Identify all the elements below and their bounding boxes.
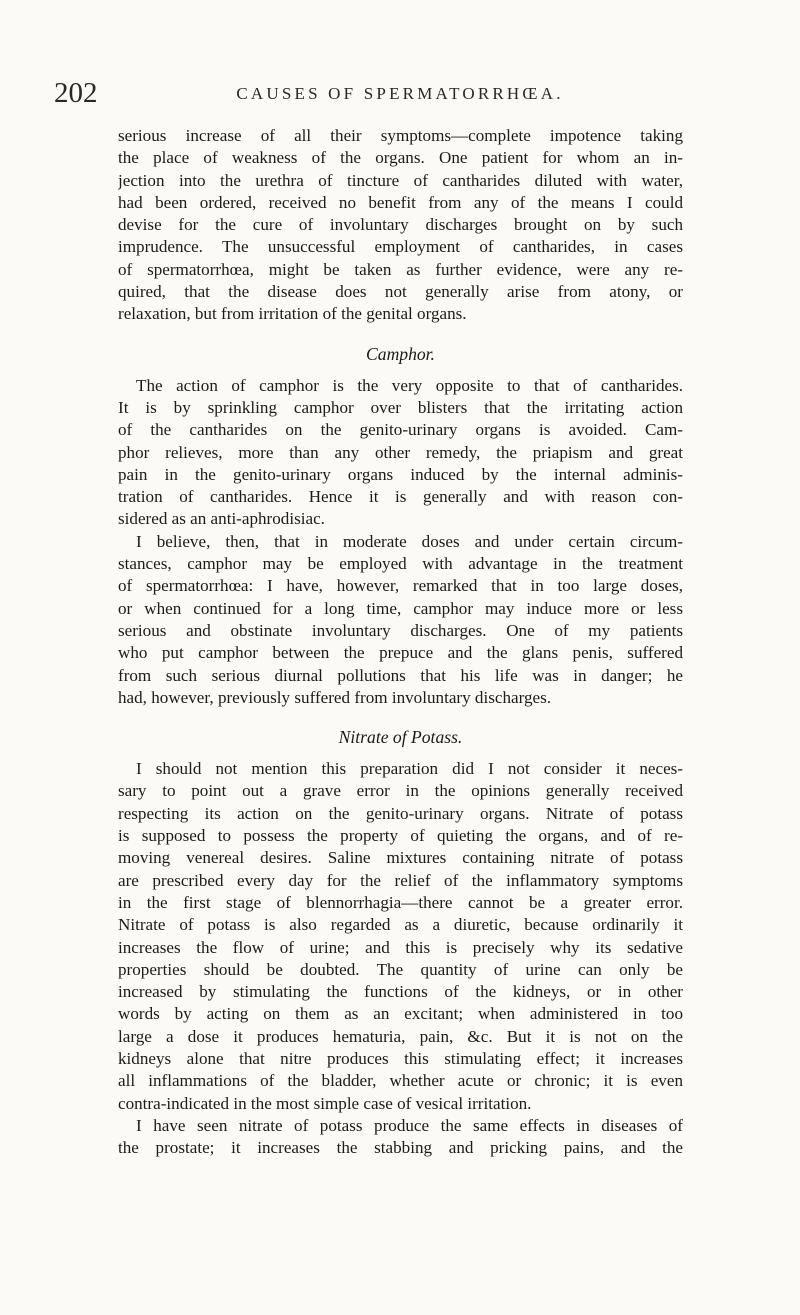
page-header [0, 76, 800, 110]
paragraph [118, 531, 683, 709]
text-line: had been ordered, received no benefit from any of the means I could [118, 192, 683, 212]
text-line: are prescribed every day for the relief of the inflammatory symptoms [118, 870, 683, 890]
text-line: quired, that the disease does not generally arise from atony, or [118, 282, 683, 302]
paragraph [118, 758, 683, 1115]
body-text [118, 125, 683, 1159]
text-line: devise for the cure of involuntary discharges brought on by such [118, 215, 683, 235]
text-line: serious and obstinate involuntary discharges. One of my patients [118, 620, 683, 640]
text-line: had, however, previously suffered from involuntary discharges. [118, 687, 552, 707]
section-gap [118, 709, 683, 724]
section-gap [118, 326, 683, 341]
text-line: phor relieves, more than any other remedy, the priapism and great [118, 442, 683, 462]
text-line: sary to point out a grave error in the opinions generally received [118, 781, 683, 801]
paragraph [118, 125, 683, 326]
text-line: jection into the urethra of tincture of cantharides diluted with water, [118, 170, 683, 190]
section-heading: Nitrate of Potass. [338, 727, 463, 748]
section-gap [118, 750, 683, 758]
paragraph [118, 1115, 683, 1160]
section-gap [118, 367, 683, 375]
text-line: increased by stimulating the functions of the kidneys, or in other [118, 982, 683, 1002]
text-line: It is by sprinkling camphor over blisters that the irritating action [118, 397, 683, 417]
text-line: of spermatorrhœa: I have, however, remarked that in too large doses, [118, 576, 683, 596]
text-line: all inflammations of the bladder, whether acute or chronic; it is even [118, 1071, 683, 1091]
text-line: increases the flow of urine; and this is precisely why its sedative [118, 937, 683, 957]
text-line: I believe, then, that in moderate doses and under certain circum- [136, 531, 683, 551]
text-line: kidneys alone that nitre produces this stimulating effect; it increases [118, 1048, 683, 1068]
text-line: pain in the genito-urinary organs induced by the internal adminis- [118, 464, 683, 484]
text-line: I should not mention this preparation did I not consider it neces- [136, 759, 683, 779]
text-line: who put camphor between the prepuce and the glans penis, suffered [118, 643, 683, 663]
text-line: serious increase of all their symptoms—complete impotence taking [118, 126, 683, 145]
text-line: the prostate; it increases the stabbing and pricking pains, and the [118, 1138, 683, 1158]
text-line: tration of cantharides. Hence it is generally and with reason con- [118, 487, 683, 507]
text-line: imprudence. The unsuccessful employment of cantharides, in cases [118, 237, 683, 257]
text-line: The action of camphor is the very opposite to that of cantharides. [136, 375, 683, 395]
text-line: in the first stage of blennorrhagia—there cannot be a greater error. [118, 892, 683, 912]
text-line: of the cantharides on the genito-urinary organs is avoided. Cam- [118, 420, 683, 440]
text-line: from such serious diurnal pollutions that his life was in danger; he [118, 665, 683, 685]
text-line: moving venereal desires. Saline mixtures containing nitrate of potass [118, 848, 683, 868]
paragraph [118, 375, 683, 531]
text-line: Nitrate of potass is also regarded as a diuretic, because ordinarily it [118, 915, 683, 935]
text-line: stances, camphor may be employed with advantage in the treatment [118, 554, 683, 574]
text-line: sidered as an anti-aphrodisiac. [118, 509, 325, 529]
text-line: words by acting on them as an excitant; when administered in too [118, 1004, 683, 1024]
page-number: 202 [54, 77, 98, 109]
text-line: relaxation, but from irritation of the genital organs. [118, 304, 467, 324]
text-line: or when continued for a long time, camphor may induce more or less [118, 598, 683, 618]
text-line: properties should be doubted. The quantity of urine can only be [118, 959, 683, 979]
text-line: of spermatorrhœa, might be taken as further evidence, were any re- [118, 259, 683, 279]
text-line: I have seen nitrate of potass produce the same effects in diseases of [136, 1115, 683, 1135]
text-line: contra-indicated in the most simple case of vesical irritation. [118, 1093, 532, 1113]
running-title: CAUSES OF SPERMATORRHŒA. [236, 84, 564, 103]
text-line: large a dose it produces hematuria, pain, &c. But it is not on the [118, 1026, 683, 1046]
text-line: is supposed to possess the property of quieting the organs, and of re- [118, 826, 683, 846]
text-line: the place of weakness of the organs. One patient for whom an in- [118, 148, 683, 168]
text-line: respecting its action on the genito-urinary organs. Nitrate of potass [118, 803, 683, 823]
section-heading: Camphor. [366, 343, 435, 364]
